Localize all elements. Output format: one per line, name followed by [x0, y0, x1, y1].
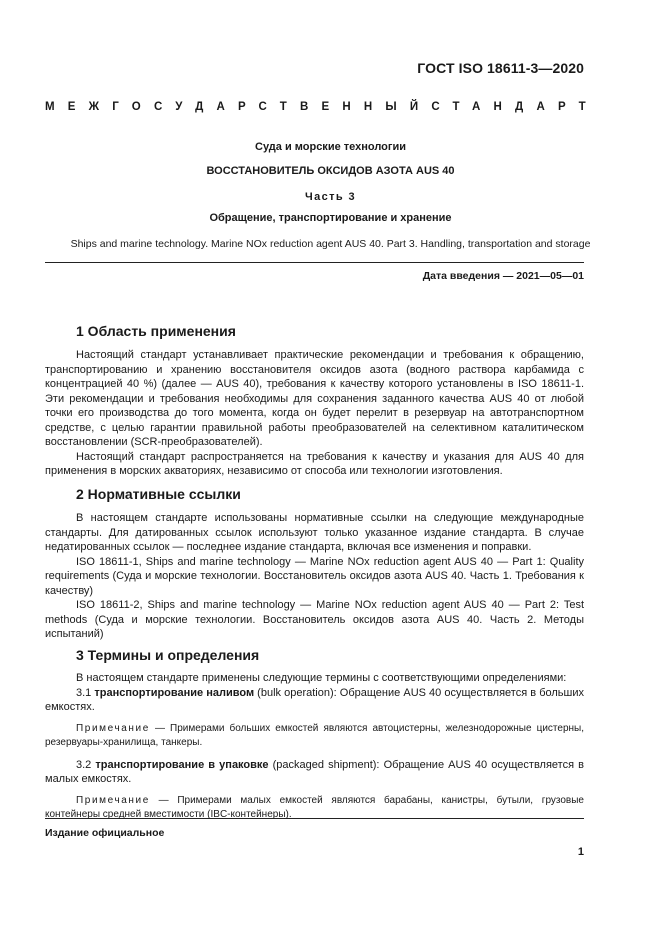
section-2-reference-2: ISO 18611-2, Ships and marine technology — Marine NOx reduction agent AUS 40 — Part 2: Test methods (Суда и морские технологии. Восстановитель оксидов азота AUS 40. Часть 2. Методы испытаний): [45, 599, 584, 640]
term-3-1: [45, 686, 584, 715]
section-1-body: [45, 348, 584, 479]
standard-type-banner: [45, 100, 599, 115]
term-3-1-number: 3.1: [76, 686, 92, 699]
section-1-paragraph-2: Настоящий стандарт распространяется на требования к качеству и указания для AUS 40 для применения в морских акваториях, независимо от способа или технологии изготовления.: [45, 450, 584, 477]
term-3-2-number: 3.2: [76, 758, 92, 771]
note-1-text: — Примерами больших емкостей являются автоцистерны, железнодорожные цистерны, резервуары-хранилища, танкеры.: [45, 722, 584, 748]
term-3-1-name: транспортирование наливом: [94, 686, 255, 699]
page-number: 1: [577, 846, 584, 858]
section-2-body: [45, 511, 584, 642]
introduction-date: Дата введения — 2021—05—01: [422, 270, 584, 282]
standard-type-word-interstate: МЕЖГОСУДАРСТВЕННЫЙ: [45, 101, 432, 113]
note-2-label: Примечание: [76, 794, 150, 806]
official-edition-label: Издание официальное: [45, 827, 165, 839]
main-title: ВОССТАНОВИТЕЛЬ ОКСИДОВ АЗОТА AUS 40: [206, 165, 455, 177]
standard-type-word-standard: СТАНДАРТ: [431, 101, 599, 113]
part-number: Часть 3: [304, 191, 357, 203]
section-3-body: [45, 671, 584, 823]
term-3-2: [45, 758, 584, 787]
footer-divider: [45, 818, 584, 819]
section-3-heading: 3 Термины и определения: [76, 647, 260, 663]
english-title: Ships and marine technology. Marine NOx reduction agent AUS 40. Part 3. Handling, transportation and storage: [70, 238, 591, 250]
term-3-1-definition: (bulk operation): Обращение AUS 40 осуществляется в больших емкостях.: [45, 686, 584, 713]
section-2-reference-1: ISO 18611-1, Ships and marine technology — Marine NOx reduction agent AUS 40 — Part 1: Quality requirements (Суда и морские технологии. Восстановитель оксидов азота AUS 40. Часть 1. Требования к качеству): [45, 555, 584, 597]
part-title: Обращение, транспортирование и хранение: [209, 212, 452, 224]
document-code: ГОСТ ISO 18611-3—2020: [417, 60, 584, 76]
note-2-text: — Примерами малых емкостей являются барабаны, канистры, бутыли, грузовые контейнеры средней вместимости (IBC-контейнеры).: [45, 794, 584, 820]
section-3-paragraph-1: В настоящем стандарте применены следующие термины с соответствующими определениями:: [76, 672, 567, 684]
term-3-2-definition: (packaged shipment): Обращение AUS 40 осуществляется в малых емкостях.: [45, 758, 585, 785]
note-1-label: Примечание: [76, 722, 150, 734]
note-1: [45, 722, 584, 751]
section-1-paragraph-1: Настоящий стандарт устанавливает практические рекомендации и требования к обращению, транспортированию и хранению восстановителя оксидов азота (водного раствора карбамида с концентрацией 40 %) (далее — AUS 40), требования к качеству которого установлены в ISO 18611-1. Эти рекомендации и требования необходимы для сохранения заданного качества AUS 40 от любой точки его производства до того момента, когда он будет перелит в резервуар на автотранспортном средстве, с целью гарантии правильной работы преобразователей на селективном каталитическом восстановлении (SCR-преобразователей).: [45, 349, 584, 448]
section-1-heading: 1 Область применения: [76, 323, 236, 339]
field-title: Суда и морские технологии: [255, 141, 406, 153]
term-3-2-name: транспортирование в упаковке: [95, 758, 269, 771]
title-divider: [45, 262, 584, 263]
section-2-heading: 2 Нормативные ссылки: [76, 486, 241, 502]
section-2-paragraph-1: В настоящем стандарте использованы нормативные ссылки на следующие международные стандарты. Для датированных ссылок используют только указанное издание стандарта. В случае недатированных ссылок — последнее издание стандарта, включая все изменения и поправки.: [45, 512, 584, 553]
